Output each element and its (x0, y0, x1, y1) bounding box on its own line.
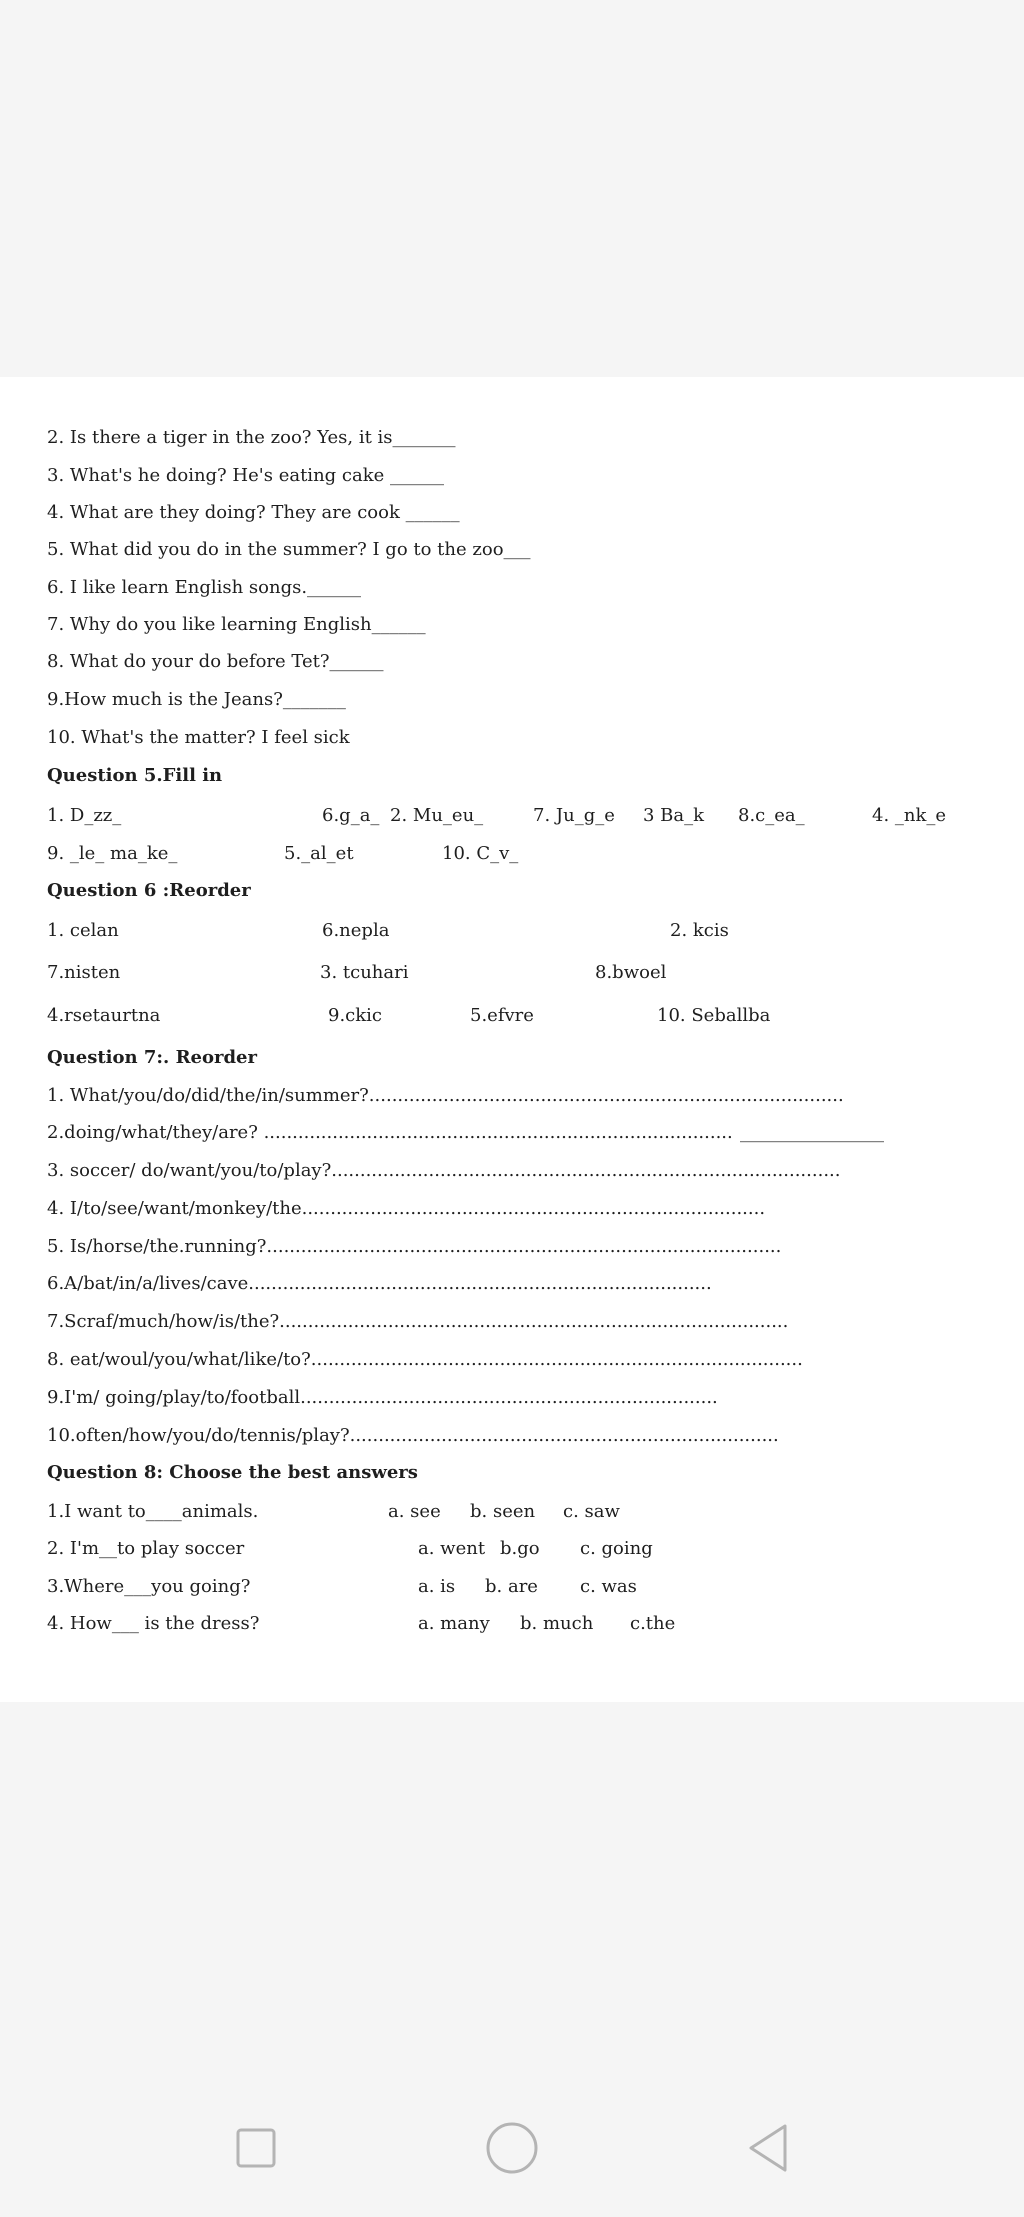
q6-word: 5.efvre (470, 1005, 534, 1026)
q5-word: 1. D_zz_ (47, 805, 122, 826)
q8-option: b. seen (470, 1501, 536, 1522)
q4-item-7: 7. Why do you like learning English______ (47, 614, 426, 635)
q6-word: 8.bwoel (595, 962, 667, 983)
q4-item-6: 6. I like learn English songs.______ (47, 577, 362, 598)
q7-item: 2.doing/what/they/are? .................................................................................. (47, 1122, 733, 1143)
q7-item: 7.Scraf/much/how/is/the?......................................................................................... (47, 1311, 789, 1332)
back-triangle-icon (738, 2118, 798, 2178)
q5-word: 9. _le_ ma_ke_ (47, 843, 178, 864)
q5-word: 2. Mu_eu_ (390, 805, 484, 826)
q5-word: 5._al_et (284, 843, 354, 864)
q6-word: 9.ckic (328, 1005, 382, 1026)
home-button[interactable] (482, 2118, 542, 2178)
q4-item-2: 2. Is there a tiger in the zoo? Yes, it is_______ (47, 427, 456, 448)
q6-word: 3. tcuhari (320, 962, 409, 983)
back-button[interactable] (738, 2118, 798, 2178)
q6-heading: Question 6 :Reorder (47, 880, 251, 901)
q4-item-4: 4. What are they doing? They are cook ______ (47, 502, 460, 523)
q7-item: 9.I'm/ going/play/to/football......................................................................... (47, 1387, 718, 1408)
q8-option: c. was (580, 1576, 637, 1597)
q5-word: 4. _nk_e (872, 805, 947, 826)
worksheet-page (0, 377, 1024, 1702)
circle-icon (482, 2118, 542, 2178)
q7-item: 1. What/you/do/did/the/in/summer?................................................................................... (47, 1085, 844, 1106)
q7-item: 3. soccer/ do/want/you/to/play?......................................................................................... (47, 1160, 841, 1181)
q6-word: 1. celan (47, 920, 119, 941)
recents-button[interactable] (226, 2118, 286, 2178)
q4-item-5: 5. What did you do in the summer? I go to the zoo___ (47, 539, 531, 560)
q7-item: 10.often/how/you/do/tennis/play?........................................................................... (47, 1425, 779, 1446)
q8-option: b. are (485, 1576, 538, 1597)
q5-word: 8.c_ea_ (738, 805, 805, 826)
q4-item-3: 3. What's he doing? He's eating cake ______ (47, 465, 444, 486)
q7-item: 8. eat/woul/you/what/like/to?...................................................................................... (47, 1349, 803, 1370)
q6-word: 7.nisten (47, 962, 121, 983)
q7-item: 5. Is/horse/the.running?.......................................................................................... (47, 1236, 782, 1257)
q4-item-8: 8. What do your do before Tet?______ (47, 651, 384, 672)
q8-option: a. went (418, 1538, 486, 1559)
q6-word: 4.rsetaurtna (47, 1005, 161, 1026)
q8-option: c.the (630, 1613, 676, 1634)
square-icon (226, 2118, 286, 2178)
q6-word: 6.nepla (322, 920, 390, 941)
q8-option: b. much (520, 1613, 594, 1634)
q5-heading: Question 5.Fill in (47, 765, 223, 786)
q7-item: 4. I/to/see/want/monkey/the................................................................................. (47, 1198, 766, 1219)
q8-option: c. going (580, 1538, 653, 1559)
q8-option: c. saw (563, 1501, 620, 1522)
q8-option: b.go (500, 1538, 540, 1559)
q8-question: 1.I want to____animals. (47, 1501, 259, 1522)
q4-item-10: 10. What's the matter? I feel sick (47, 727, 350, 748)
q5-word: 7. Ju_g_e (533, 805, 615, 826)
q8-option: a. many (418, 1613, 490, 1634)
q5-word: 10. C_v_ (442, 843, 519, 864)
q6-word: 10. Seballba (657, 1005, 771, 1026)
q5-word: 3 Ba_k (643, 805, 705, 826)
q6-word: 2. kcis (670, 920, 729, 941)
q8-question: 3.Where___you going? (47, 1576, 251, 1597)
q5-word: 6.g_a_ (322, 805, 380, 826)
q7-item: 6.A/bat/in/a/lives/cave................................................................................. (47, 1273, 712, 1294)
q8-heading: Question 8: Choose the best answers (47, 1462, 418, 1483)
q8-question: 4. How___ is the dress? (47, 1613, 260, 1634)
q8-question: 2. I'm__to play soccer (47, 1538, 245, 1559)
q7-heading: Question 7:. Reorder (47, 1047, 257, 1068)
q8-option: a. see (388, 1501, 441, 1522)
q4-item-9: 9.How much is the Jeans?_______ (47, 689, 346, 710)
q8-option: a. is (418, 1576, 456, 1597)
answer-blank-line: ________________ (740, 1122, 884, 1143)
